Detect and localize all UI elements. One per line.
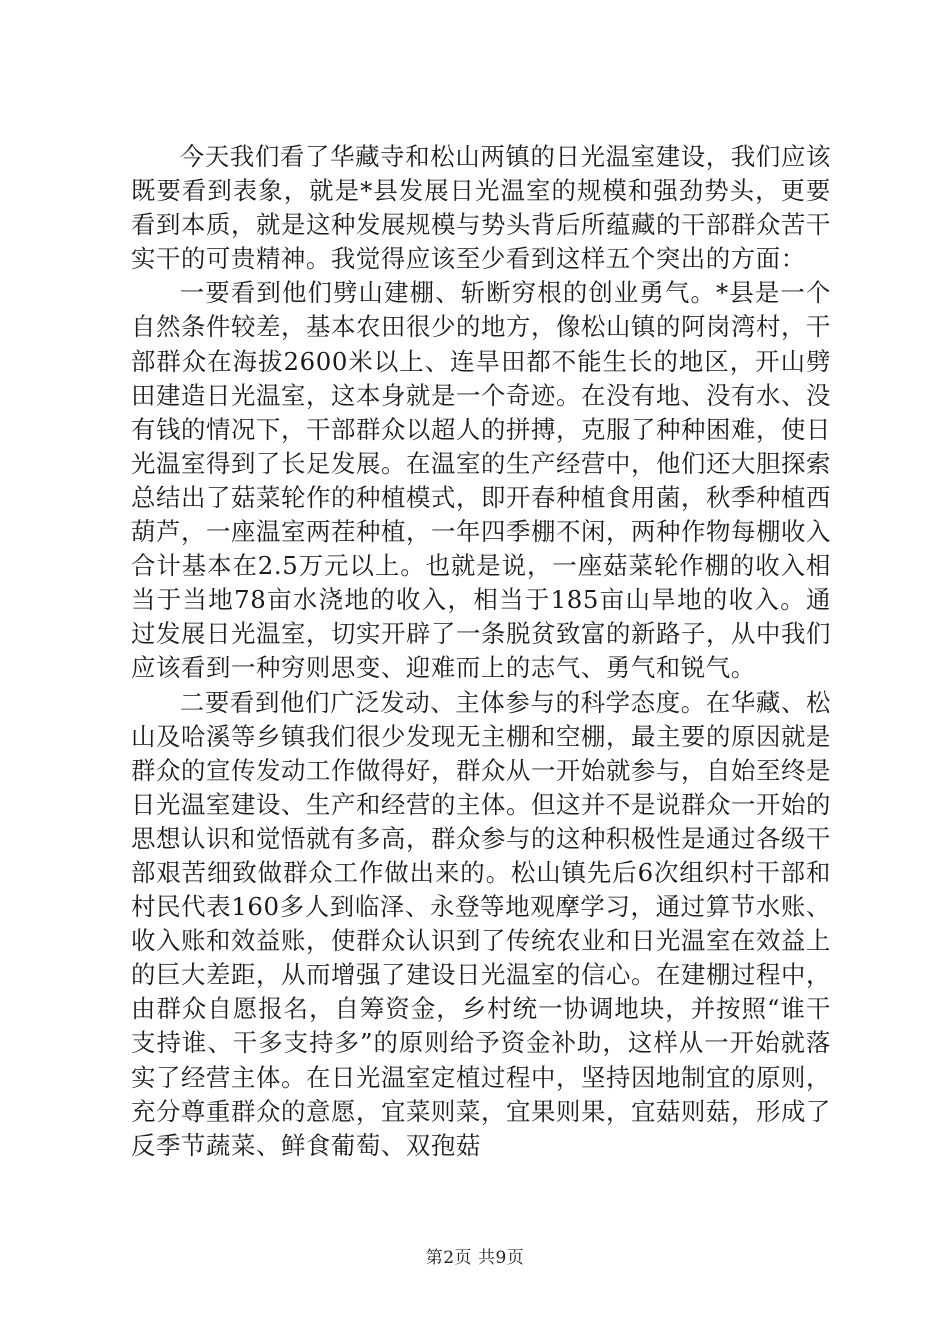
- paragraph-point-two: 二要看到他们广泛发动、主体参与的科学态度。在华藏、松山及哈溪等乡镇我们很少发现无主棚和空棚，最主要的原因就是群众的宣传发动工作做得好，群众从一开始就参与，自始至终是日光温室建设、生产和经营的主体。但这并不是说群众一开始的思想认识和觉悟就有多高，群众参与的这种积极性是通过各级干部艰苦细致做群众工作做出来的。松山镇先后6次组织村干部和村民代表160多人到临泽、永登等地观摩学习，通过算节水账、收入账和效益账，使群众认识到了传统农业和日光温室在效益上的巨大差距，从而增强了建设日光温室的信心。在建棚过程中，由群众自愿报名，自筹资金，乡村统一协调地块，并按照“谁干支持谁、干多支持多”的原则给予资金补助，这样从一开始就落实了经营主体。在日光温室定植过程中，坚持因地制宜的原则，充分尊重群众的意愿，宜菜则菜，宜果则果，宜菇则菇，形成了反季节蔬菜、鲜食葡萄、双孢菇: [131, 687, 831, 1160]
- document-body: [131, 140, 831, 1163]
- paragraph-point-one: 一要看到他们劈山建棚、斩断穷根的创业勇气。*县是一个自然条件较差，基本农田很少的地方，像松山镇的阿岗湾村，干部群众在海拔2600米以上、连旱田都不能生长的地区，开山劈田建造日光温室，这本身就是一个奇迹。在没有地、没有水、没有钱的情况下，干部群众以超人的拼搏，克服了种种困难，使日光温室得到了长足发展。在温室的生产经营中，他们还大胆探索总结出了菇菜轮作的种植模式，即开春种植食用菌，秋季种植西葫芦，一座温室两茬种植，一年四季棚不闲，两种作物每棚收入合计基本在2.5万元以上。也就是说，一座菇菜轮作棚的收入相当于当地78亩水浇地的收入，相当于185亩山旱地的收入。通过发展日光温室，切实开辟了一条脱贫致富的新路子，从中我们应该看到一种穷则思变、迎难而上的志气、勇气和锐气。: [131, 278, 831, 683]
- paragraph-intro: 今天我们看了华藏寺和松山两镇的日光温室建设，我们应该既要看到表象，就是*县发展日光温室的规模和强劲势头，更要看到本质，就是这种发展规模与势头背后所蕴藏的干部群众苦干实干的可贵精神。我觉得应该至少看到这样五个突出的方面：: [131, 142, 831, 274]
- page-number-footer: 第2页 共9页: [425, 1248, 525, 1268]
